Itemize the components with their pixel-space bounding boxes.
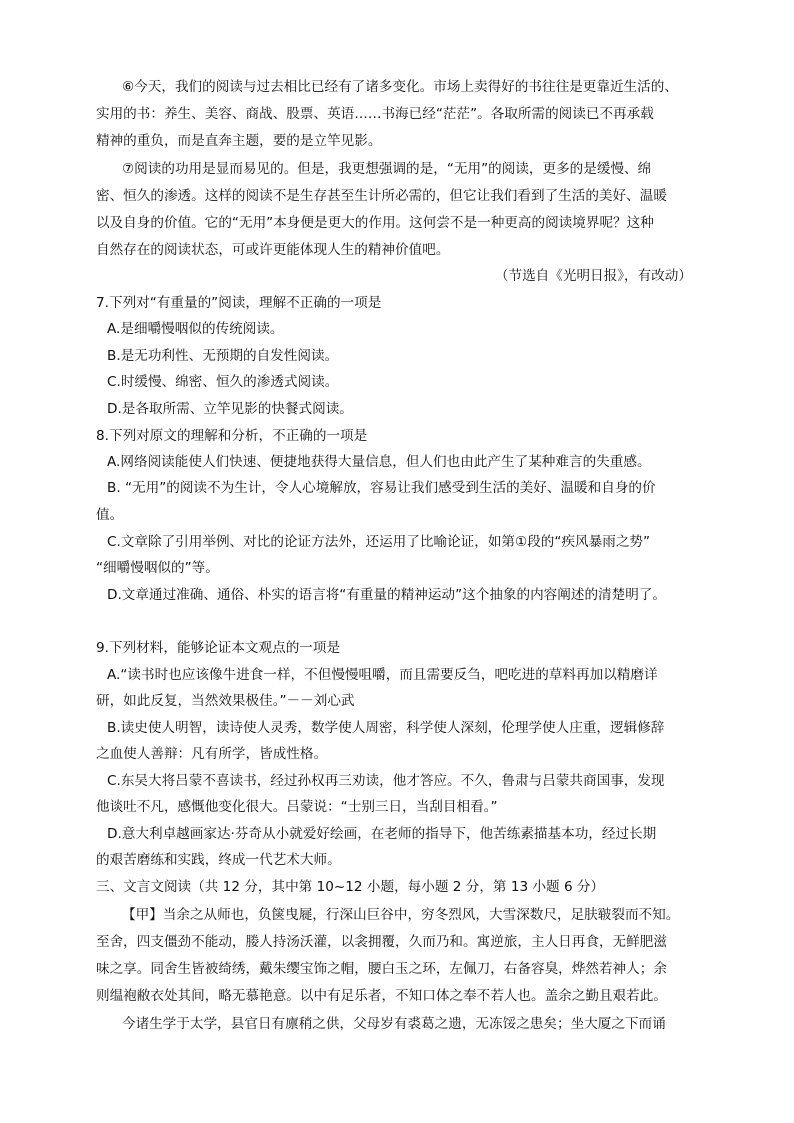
q8-option-b-line1: B. “无用”的阅读不为生计，令人心境解放，容易让我们感受到生活的美好、温暖和自身的价 [107,480,656,496]
passage-p7-line2: 密、恒久的渗透。这样的阅读不是生存甚至生计所必需的，但它让我们看到了生活的美好、温暖 [96,188,667,204]
q9-option-c-line2: 他谈吐不凡，感慨他变化很大。吕蒙说：“士别三日，当刮目相看。” [96,799,498,815]
q7-option-b: B.是无功利性、无预期的自发性阅读。 [107,348,339,364]
classical-next-line1: 今诸生学于太学，县官日有廪稍之供，父母岁有裘葛之遗，无冻馁之患矣；坐大厦之下而诵 [122,1016,666,1032]
classical-jia-line1: 【甲】当余之从师也，负箧曳屣，行深山巨谷中，穷冬烈风，大雪深数尺，足肤皲裂而不知。 [122,907,680,923]
classical-jia-line4: 则缊袍敝衣处其间，略无慕艳意。以中有足乐者，不知口体之奉不若人也。盖余之勤且艰若此。 [96,988,667,1004]
q8-stem: 8.下列对原文的理解和分析，不正确的一项是 [96,428,368,444]
q9-option-d-line1: D.意大利卓越画家达·芬奇从小就爱好绘画，在老师的指导下，他苦练素描基本功，经过长期 [107,826,657,842]
q9-option-c-line1: C.东吴大将吕蒙不喜读书，经过孙权再三劝读，他才答应。不久，鲁肃与吕蒙共商国事，发现 [107,773,665,789]
q9-option-b-line2: 之血使人善辩：凡有所学，皆成性格。 [96,746,328,762]
q8-option-a: A.网络阅读能使人们快速、便捷地获得大量信息，但人们也由此产生了某种难言的失重感。 [107,454,651,470]
q8-option-d: D.文章通过准确、通俗、朴实的语言将“有重量的精神运动”这个抽象的内容阐述的清楚明了。 [107,587,667,603]
passage-p6-line2: 实用的书：养生、美容、商战、股票、英语……书海已经“茫茫”。各取所需的阅读已不再承载 [96,106,654,122]
passage-source: （节选自《光明日报》，有改动） [494,268,692,284]
q7-option-d: D.是各取所需、立竿见影的快餐式阅读。 [107,401,353,417]
q9-option-a-line1: A.“读书时也应该像牛进食一样，不但慢慢咀嚼，而且需要反刍，吧吃进的草料再加以精磨详 [107,667,658,683]
classical-jia-line2: 至舍，四支僵劲不能动，媵人持汤沃灌，以衾拥覆，久而乃和。寓逆旅，主人日再食，无鲜肥滋 [96,934,667,950]
section3-heading: 三、文言文阅读（共 12 分，其中第 10~12 小题，每小题 2 分，第 13 小题 6 分） [96,879,605,895]
q7-option-c: C.时缓慢、绵密、恒久的渗透式阅读。 [107,374,339,390]
q7-stem: 7.下列对“有重量的”阅读，理解不正确的一项是 [96,295,382,311]
q9-option-d-line2: 的艰苦磨练和实践，终成一代艺术大师。 [96,852,341,868]
passage-p7-line3: 以及自身的价值。它的“无用”本身便是更大的作用。这何尝不是一种更高的阅读境界呢？这种 [96,215,654,231]
q9-option-a-line2: 研，如此反复，当然效果极佳。”－－刘心武 [96,693,355,709]
q7-option-a: A.是细嚼慢咽似的传统阅读。 [107,321,284,337]
passage-p6-line1: ⑥今天，我们的阅读与过去相比已经有了诸多变化。市场上卖得好的书往往是更靠近生活的、 [122,79,678,95]
passage-p7-line4: 自然存在的阅读状态，可或许更能体现人生的精神价值吧。 [96,242,450,258]
q8-option-c-line2: “细嚼慢咽似的”等。 [96,560,219,576]
passage-p7-line1: ⑦阅读的功用是显而易见的。但是，我更想强调的是，“无用”的阅读，更多的是缓慢、绵 [122,161,652,177]
q9-option-b-line1: B.读史使人明智，读诗使人灵秀，数学使人周密，科学使人深刻，伦理学使人庄重，逻辑修辞 [107,720,665,736]
q9-stem: 9.下列材料，能够论证本文观点的一项是 [96,640,341,656]
q8-option-c-line1: C.文章除了引用举例、对比的论证方法外，还运用了比喻论证，如第①段的“疾风暴雨之势” [107,534,651,550]
classical-jia-line3: 味之享。同舍生皆被绮绣，戴朱缨宝饰之帽，腰白玉之环，左佩刀，右备容臭，烨然若神人；余 [96,961,667,977]
passage-p6-line3: 精神的重负，而是直奔主题，要的是立竿见影。 [96,133,382,149]
q8-option-b-line2: 值。 [96,507,124,523]
